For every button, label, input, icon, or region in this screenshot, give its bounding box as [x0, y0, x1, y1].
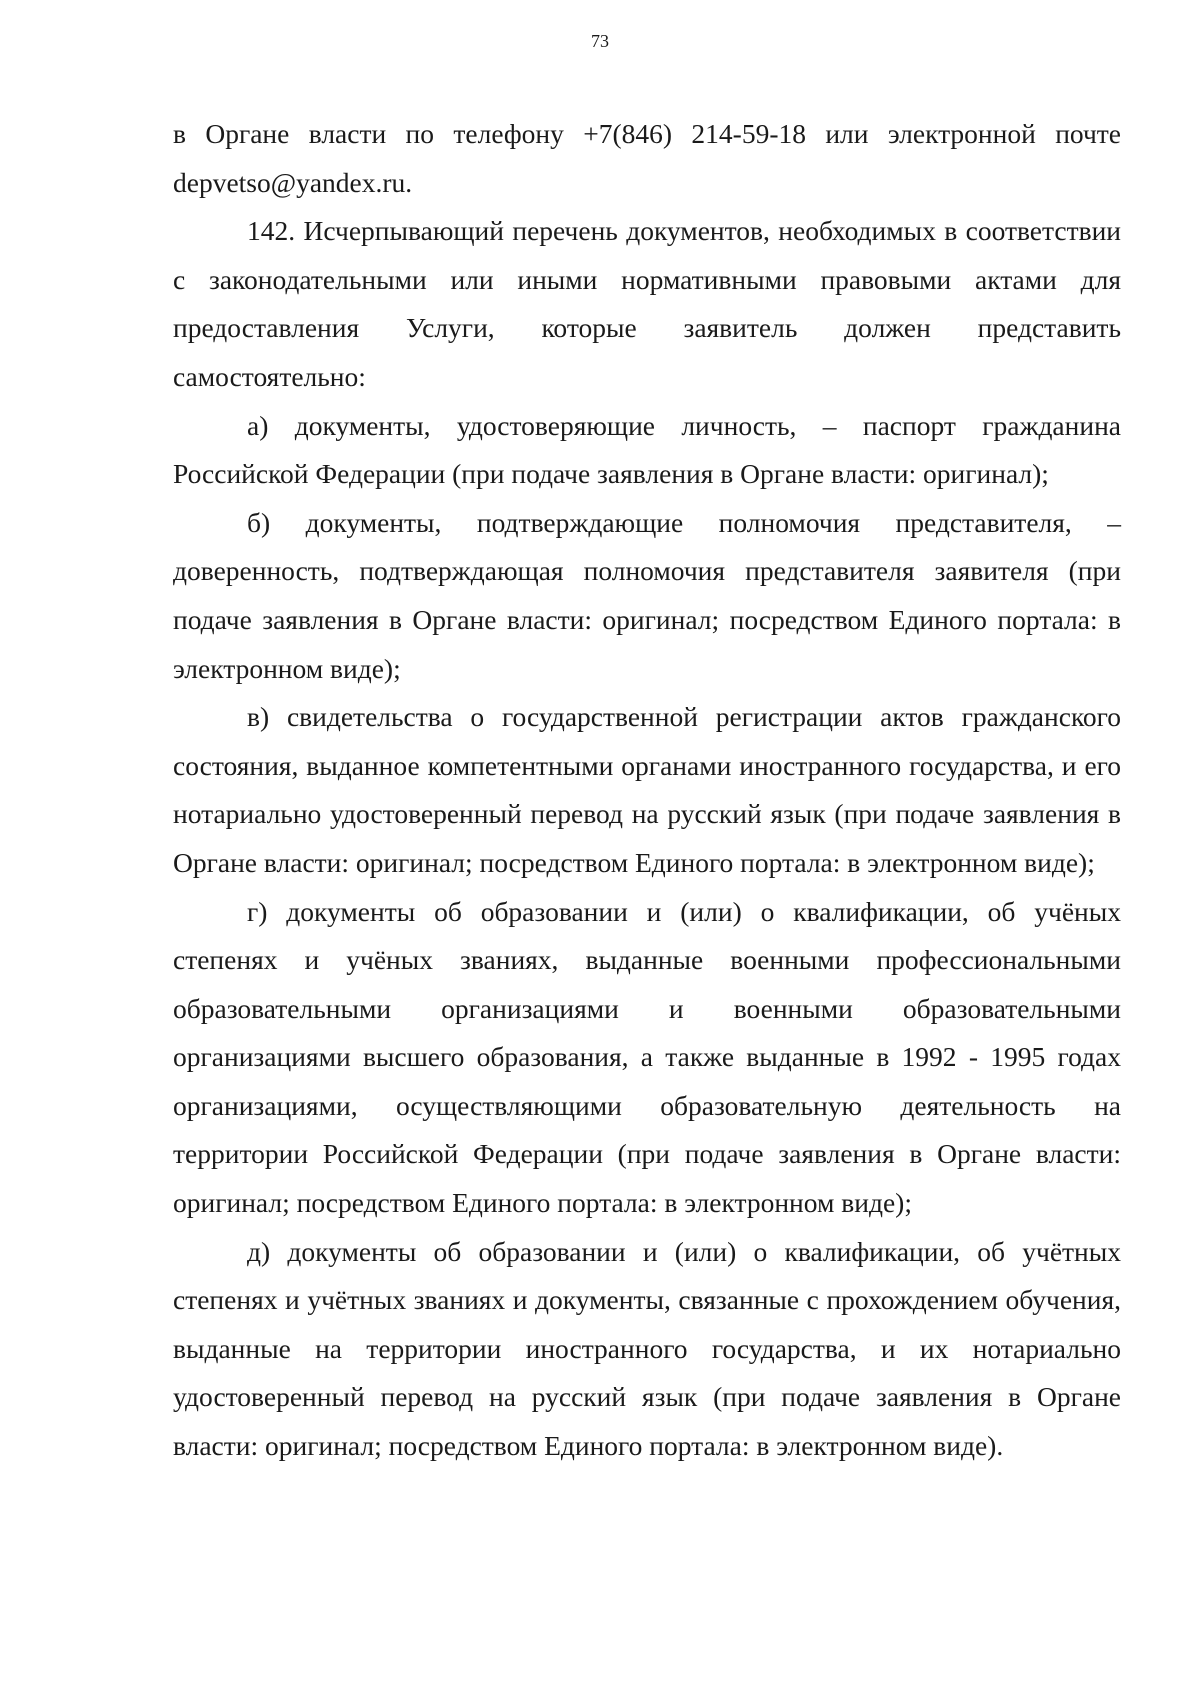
list-item-b: б) документы, подтверждающие полномочия представителя, – доверенность, подтверждающая полномочия представителя заявителя (при подаче заявления в Органе власти: оригинал; посредством Единого портала: в электронном виде);: [173, 506, 1121, 684]
paragraph-142-intro: 142. Исчерпывающий перечень документов, необходимых в соответствии с законодательными или иными нормативными правовыми актами для предоставления Услуги, которые заявитель должен представить самостоятельно:: [173, 215, 1121, 392]
list-item-d: д) документы об образовании и (или) о квалификации, об учётных степенях и учётных званиях и документы, связанные с прохождением обучения, выданные на территории иностранного государства, и их нотариально удостоверенный перевод на русский язык (при подаче заявления в Органе власти: оригинал; посредством Единого портала: в электронном виде).: [173, 1235, 1121, 1462]
paragraph-contact-info: в Органе власти по телефону +7(846) 214-59-18 или электронной почте depvetso@yandex.ru.: [173, 118, 1121, 198]
list-item-a: а) документы, удостоверяющие личность, – паспорт гражданина Российской Федерации (при подаче заявления в Органе власти: оригинал);: [173, 409, 1121, 490]
page-number: 73: [591, 31, 609, 51]
document-body: [173, 110, 1121, 1471]
list-item-v: в) свидетельства о государственной регистрации актов гражданского состояния, выданное компетентными органами иностранного государства, и его нотариально удостоверенный перевод на русский язык (при подаче заявления в Органе власти: оригинал; посредством Единого портала: в электронном виде);: [173, 701, 1121, 878]
list-item-g: г) документы об образовании и (или) о квалификации, об учёных степенях и учёных званиях, выданные военными профессиональными образовательными организациями и военными образовательными организациями высшего образования, а также выданные в 1992 - 1995 годах организациями, осуществляющими образовательную деятельность на территории Российской Федерации (при подаче заявления в Органе власти: оригинал; посредством Единого портала: в электронном виде);: [173, 895, 1121, 1219]
